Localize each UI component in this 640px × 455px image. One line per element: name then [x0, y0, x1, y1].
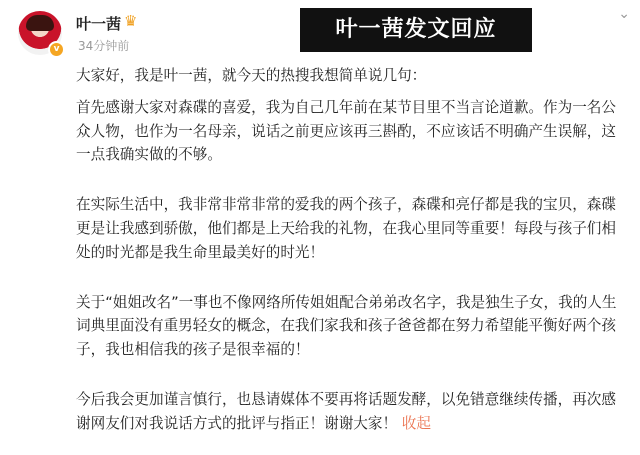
headline-banner: 叶一茜发文回应 [300, 8, 532, 52]
post-header [0, 0, 640, 60]
paragraph-3: 在实际生活中，我非常非常非常的爱我的两个孩子，森碟和亮仔都是我的宝贝，森碟更是让我感到骄傲，他们都是上天给我的礼物，在我心里同等重要！每段与孩子们相处的时光都是我生命里最美好的时光！ [76, 196, 616, 261]
chevron-down-icon[interactable]: ⌄ [618, 6, 630, 22]
post-body [76, 64, 624, 436]
paragraph-1: 大家好，我是叶一茜，就今天的热搜我想简单说几句： [76, 67, 427, 84]
post-timestamp: 34分钟前 [78, 39, 130, 53]
paragraph-5-text: 今后我会更加谨言慎行，也恳请媒体不要再将话题发酵，以免错意继续传播，再次感谢网友们对我说话方式的批评与指正！谢谢大家！ [76, 390, 616, 432]
paragraph-2: 首先感谢大家对森碟的喜爱，我为自己几年前在某节目里不当言论道歉。作为一名公众人物，也作为一名母亲，说话之前更应该再三斟酌，不应该话不明确产生误解，这一点我确实做的不够。 [76, 98, 616, 164]
avatar-hair [26, 15, 54, 31]
paragraph-4: 关于“姐姐改名”一事也不像网络所传姐姐配合弟弟改名字，我是独生子女，我的人生词典里面没有重男轻女的概念，在我们家我和孩子爸爸都在努力希望能平衡好两个孩子，我也相信我的孩子是很幸福的！ [76, 293, 617, 359]
paragraph-5 [76, 388, 624, 436]
username[interactable]: 叶一茜 [76, 15, 122, 33]
crown-icon: ♛ [124, 12, 138, 30]
verified-badge-icon: v [48, 41, 65, 58]
collapse-link[interactable]: 收起 [401, 414, 431, 432]
